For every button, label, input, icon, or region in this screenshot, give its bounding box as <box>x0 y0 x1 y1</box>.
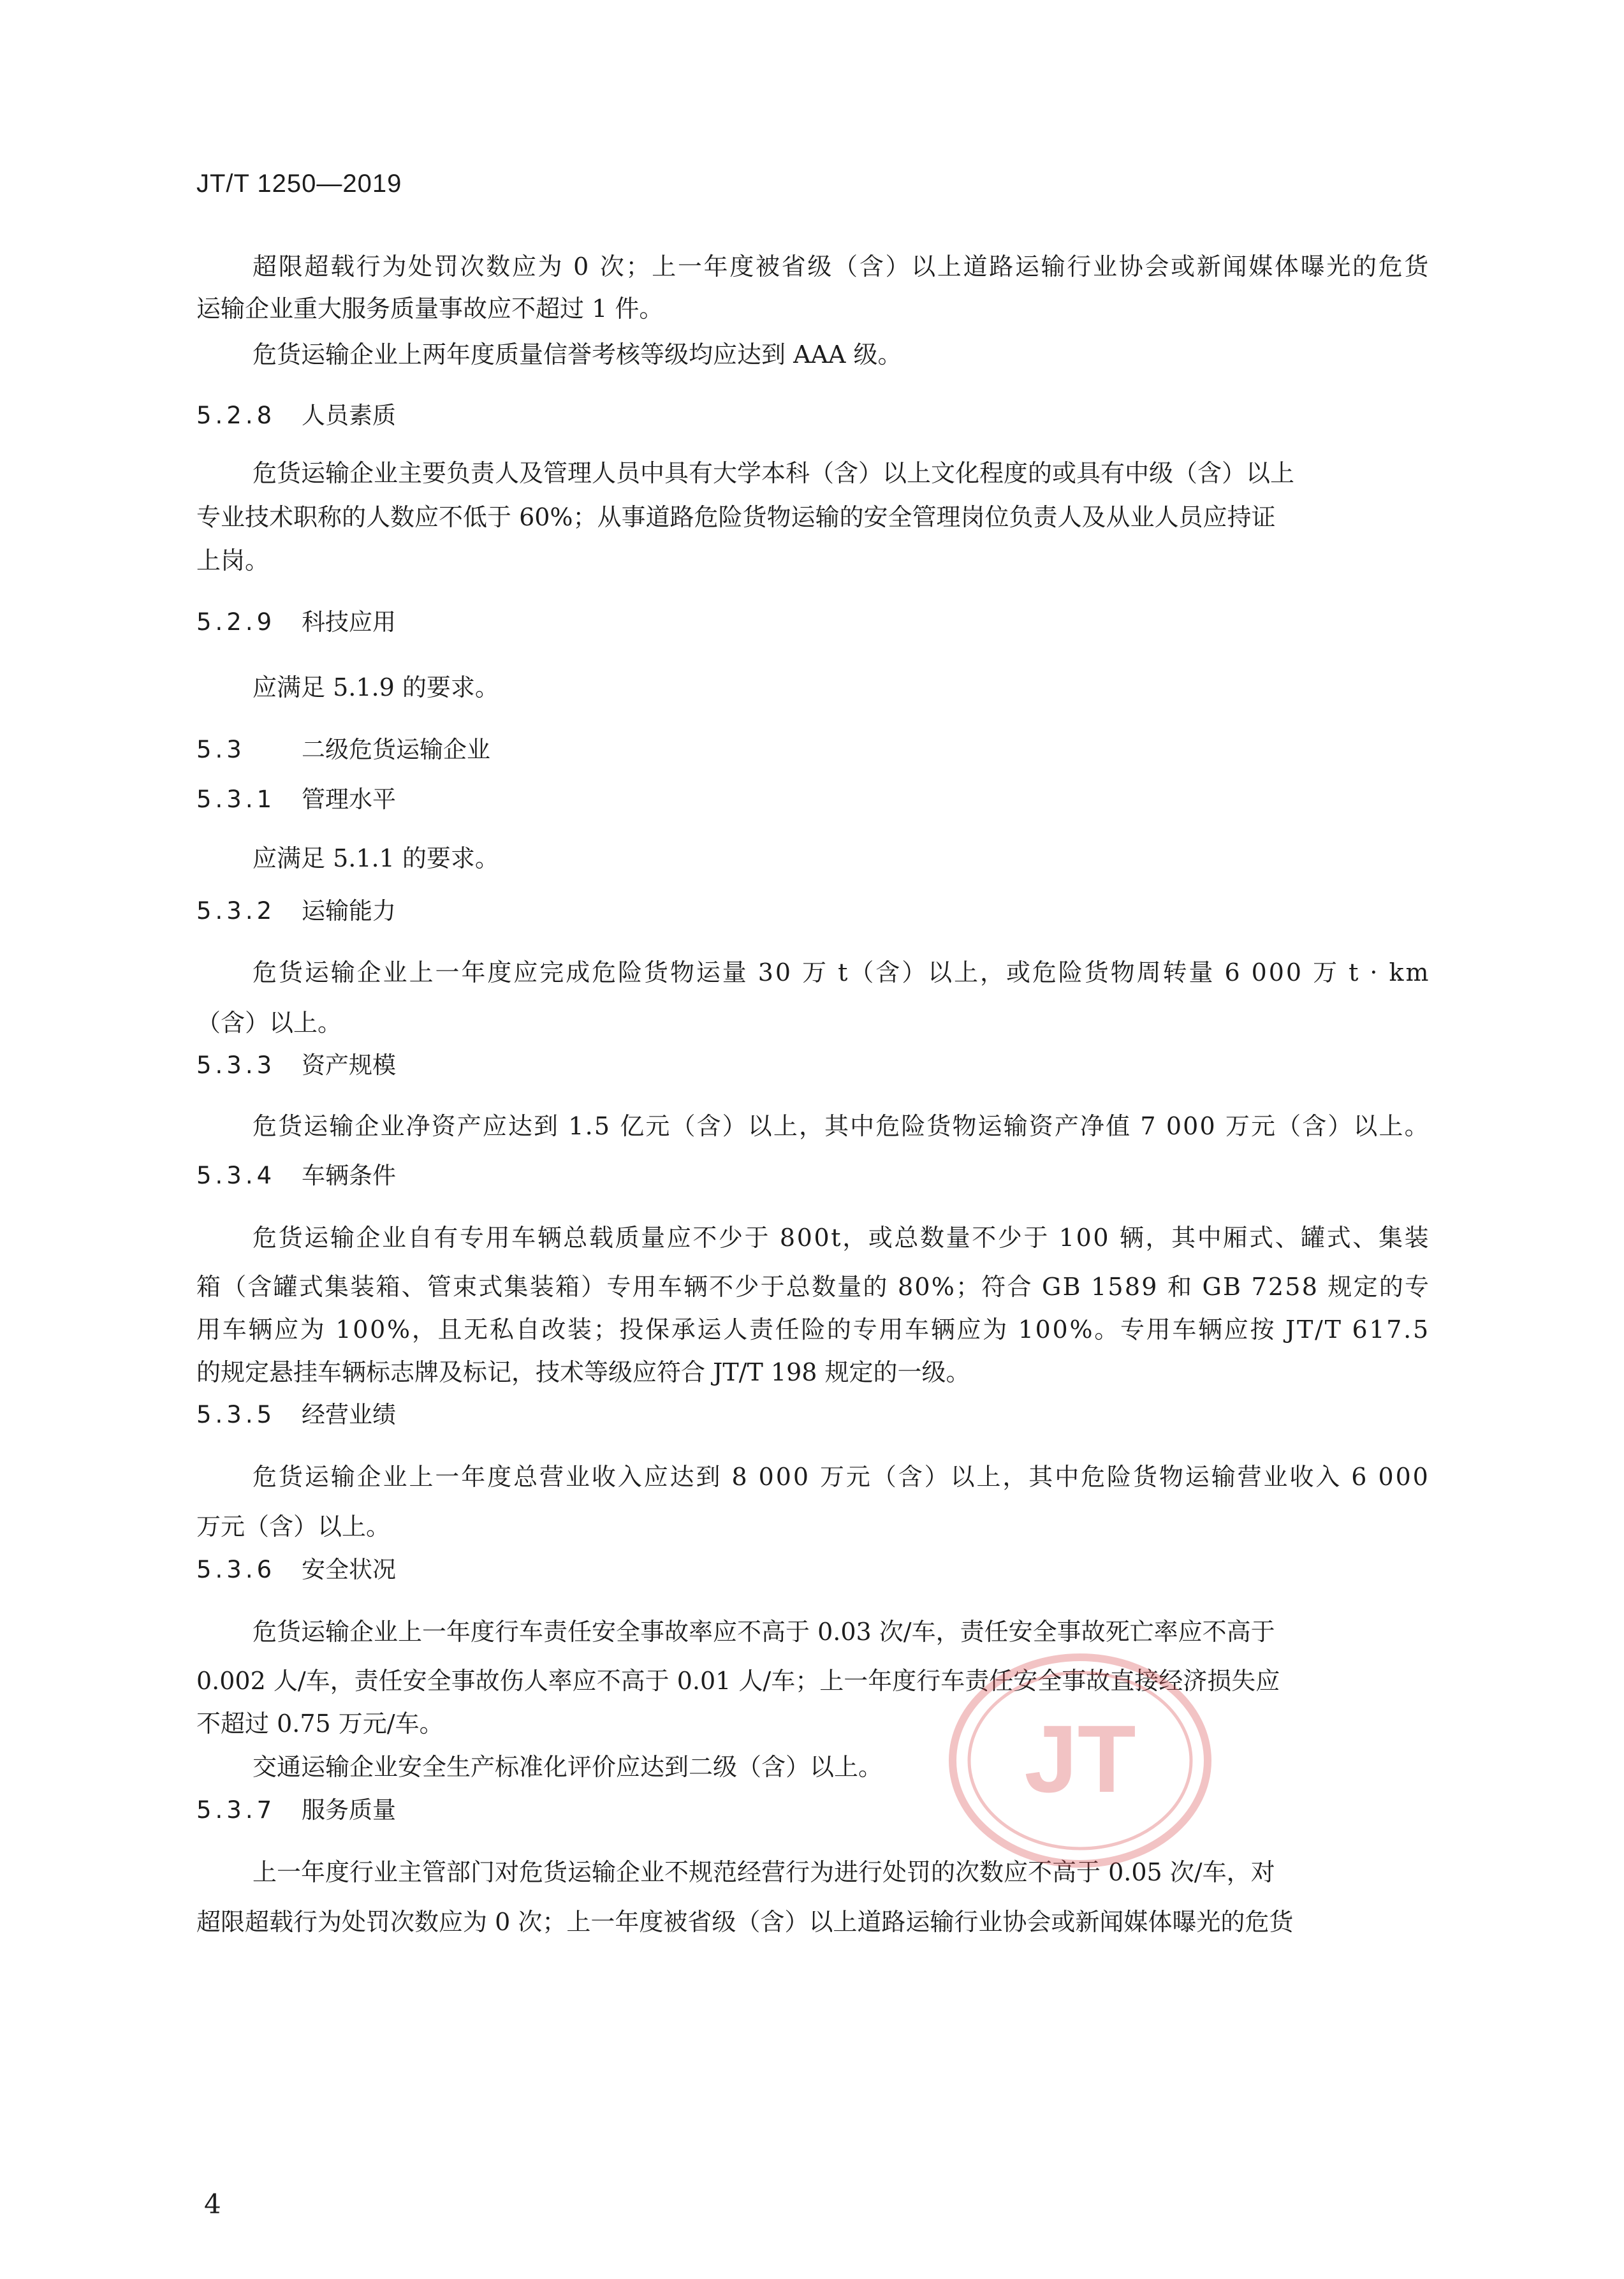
section-number: 5.3.4 <box>196 1162 276 1189</box>
section-heading <box>196 783 396 816</box>
section-heading <box>196 399 396 432</box>
paragraph-line: 危货运输企业上两年度质量信誉考核等级均应达到 AAA 级。 <box>252 341 902 369</box>
section-title: 经营业绩 <box>302 1401 396 1428</box>
section-number: 5.3.1 <box>196 786 276 813</box>
section-heading <box>196 1049 396 1082</box>
paragraph-line: 用车辆应为 100%，且无私自改装；投保承运人责任险的专用车辆应为 100%。专用车辆应按 JT/T 617.5 <box>196 1315 1430 1344</box>
section-number: 5.3.2 <box>196 897 276 925</box>
section-heading <box>196 733 490 766</box>
section-title: 安全状况 <box>302 1556 396 1583</box>
section-number: 5.2.9 <box>196 608 276 636</box>
paragraph-line: 危货运输企业主要负责人及管理人员中具有大学本科（含）以上文化程度的或具有中级（含）以上 <box>252 459 1295 487</box>
paragraph-line: 应满足 5.1.9 的要求。 <box>252 673 499 701</box>
paragraph-line: 应满足 5.1.1 的要求。 <box>252 844 499 872</box>
paragraph-line: 超限超载行为处罚次数应为 0 次；上一年度被省级（含）以上道路运输行业协会或新闻媒体曝光的危货 <box>252 253 1431 281</box>
paragraph-line: 危货运输企业上一年度应完成危险货物运量 30 万 t（含）以上，或危险货物周转量 6 000 万 t · km <box>252 958 1431 986</box>
section-number: 5.2.8 <box>196 402 276 429</box>
section-title: 服务质量 <box>302 1796 396 1824</box>
section-title: 资产规模 <box>302 1052 396 1079</box>
paragraph-line: 交通运输企业安全生产标准化评价应达到二级（含）以上。 <box>252 1753 883 1781</box>
section-title: 二级危货运输企业 <box>302 736 490 763</box>
section-title: 人员素质 <box>302 402 396 429</box>
paragraph-line: 超限超载行为处罚次数应为 0 次；上一年度被省级（含）以上道路运输行业协会或新闻媒体曝光的危货 <box>196 1908 1294 1936</box>
paragraph-line: （含）以上。 <box>196 1009 342 1037</box>
section-heading <box>196 1398 396 1432</box>
section-heading <box>196 1159 396 1192</box>
section-number: 5.3.5 <box>196 1401 276 1428</box>
paragraph-line: 危货运输企业自有专用车辆总载质量应不少于 800t，或总数量不少于 100 辆，其中厢式、罐式、集装 <box>252 1224 1431 1252</box>
section-title: 车辆条件 <box>302 1162 396 1189</box>
section-number: 5.3.6 <box>196 1556 276 1583</box>
section-heading <box>196 606 396 639</box>
paragraph-line: 运输企业重大服务质量事故应不超过 1 件。 <box>196 295 664 323</box>
section-heading <box>196 1553 396 1587</box>
section-title: 运输能力 <box>302 897 396 925</box>
section-heading <box>196 895 396 928</box>
page-number: 4 <box>204 2188 221 2220</box>
paragraph-line: 箱（含罐式集装箱、管束式集装箱）专用车辆不少于总数量的 80%；符合 GB 1589 和 GB 7258 规定的专 <box>196 1273 1431 1301</box>
paragraph-line: 危货运输企业上一年度行车责任安全事故率应不高于 0.03 次/车，责任安全事故死亡率应不高于 <box>252 1618 1275 1646</box>
paragraph-line: 上一年度行业主管部门对危货运输企业不规范经营行为进行处罚的次数应不高于 0.05 次/车，对 <box>252 1858 1275 1886</box>
section-number: 5.3 <box>196 736 245 763</box>
paragraph-line: 危货运输企业上一年度总营业收入应达到 8 000 万元（含）以上，其中危险货物运输营业收入 6 000 <box>252 1463 1430 1491</box>
paragraph-line: 不超过 0.75 万元/车。 <box>196 1710 444 1738</box>
jt-watermark-stamp <box>949 1653 1211 1868</box>
section-title: 科技应用 <box>302 608 396 636</box>
section-number: 5.3.7 <box>196 1796 276 1824</box>
svg-text:JT: JT <box>1024 1705 1136 1812</box>
document-code: JT/T 1250—2019 <box>196 170 402 198</box>
paragraph-line: 的规定悬挂车辆标志牌及标记，技术等级应符合 JT/T 198 规定的一级。 <box>196 1358 970 1386</box>
paragraph-line: 上岗。 <box>196 546 270 575</box>
section-number: 5.3.3 <box>196 1052 276 1079</box>
paragraph-line: 危货运输企业净资产应达到 1.5 亿元（含）以上，其中危险货物运输资产净值 7 000 万元（含）以上。 <box>252 1112 1430 1140</box>
paragraph-line: 0.002 人/车，责任安全事故伤人率应不高于 0.01 人/车；上一年度行车责任安全事故直接经济损失应 <box>196 1667 1280 1695</box>
paragraph-line: 万元（含）以上。 <box>196 1513 391 1541</box>
section-heading <box>196 1794 396 1827</box>
section-title: 管理水平 <box>302 786 396 813</box>
paragraph-line: 专业技术职称的人数应不低于 60%；从事道路危险货物运输的安全管理岗位负责人及从业人员应持证 <box>196 503 1276 531</box>
